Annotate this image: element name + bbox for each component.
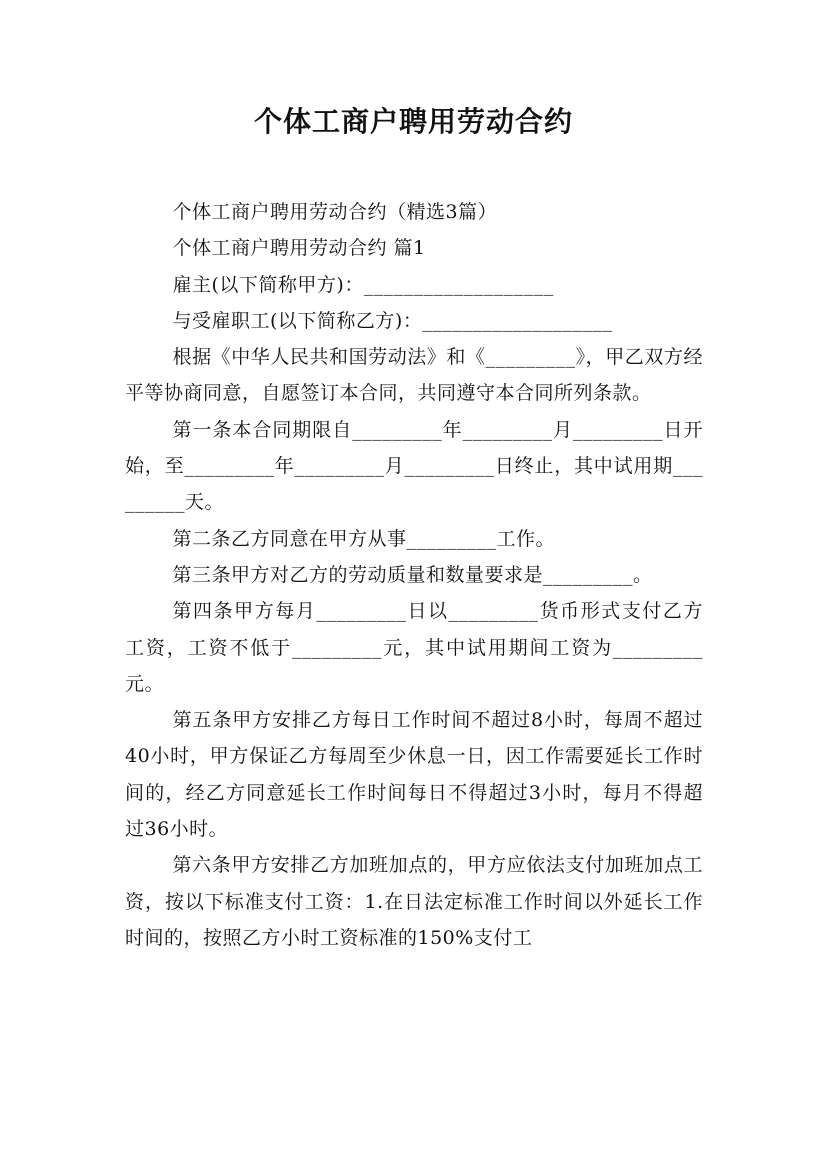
paragraph-article-6: 第六条甲方安排乙方加班加点的，甲方应依法支付加班加点工资，按以下标准支付工资：1.在日法定标准工作时间以外延长工作时间的，按照乙方小时工资标准的150%支付工 (125, 854, 703, 949)
paragraph-article-2: 第二条乙方同意在甲方从事_________工作。 (172, 527, 556, 550)
paragraph-preamble: 根据《中华人民共和国劳动法》和《_________》，甲乙双方经平等协商同意，自愿签订本合同，共同遵守本合同所列条款。 (125, 346, 703, 405)
paragraph-employer: 雇主(以下简称甲方)：___________________ (172, 273, 554, 296)
paragraph-article-4: 第四条甲方每月_________日以_________货币形式支付乙方工资，工资不低于_________元，其中试用期间工资为_________元。 (125, 600, 703, 695)
paragraph-article-5: 第五条甲方安排乙方每日工作时间不超过8小时，每周不超过40小时，甲方保证乙方每周至少休息一日，因工作需要延长工作时间的，经乙方同意延长工作时间每日不得超过3小时，每月不得超过36小时。 (125, 709, 703, 841)
paragraph-subtitle: 个体工商户聘用劳动合约（精选3篇） (172, 201, 498, 223)
paragraph-employee: 与受雇职工(以下简称乙方)：___________________ (172, 309, 613, 332)
document-body (125, 194, 703, 956)
paragraph-article-1: 第一条本合同期限自_________年_________月_________日开始，至_________年_________月_________日终止，其中试用期_________天。 (125, 418, 703, 514)
paragraph-section-heading: 个体工商户聘用劳动合约 篇1 (172, 237, 426, 260)
document-title: 个体工商户聘用劳动合约 (253, 105, 573, 138)
paragraph-article-3: 第三条甲方对乙方的劳动质量和数量要求是_________。 (172, 563, 653, 586)
